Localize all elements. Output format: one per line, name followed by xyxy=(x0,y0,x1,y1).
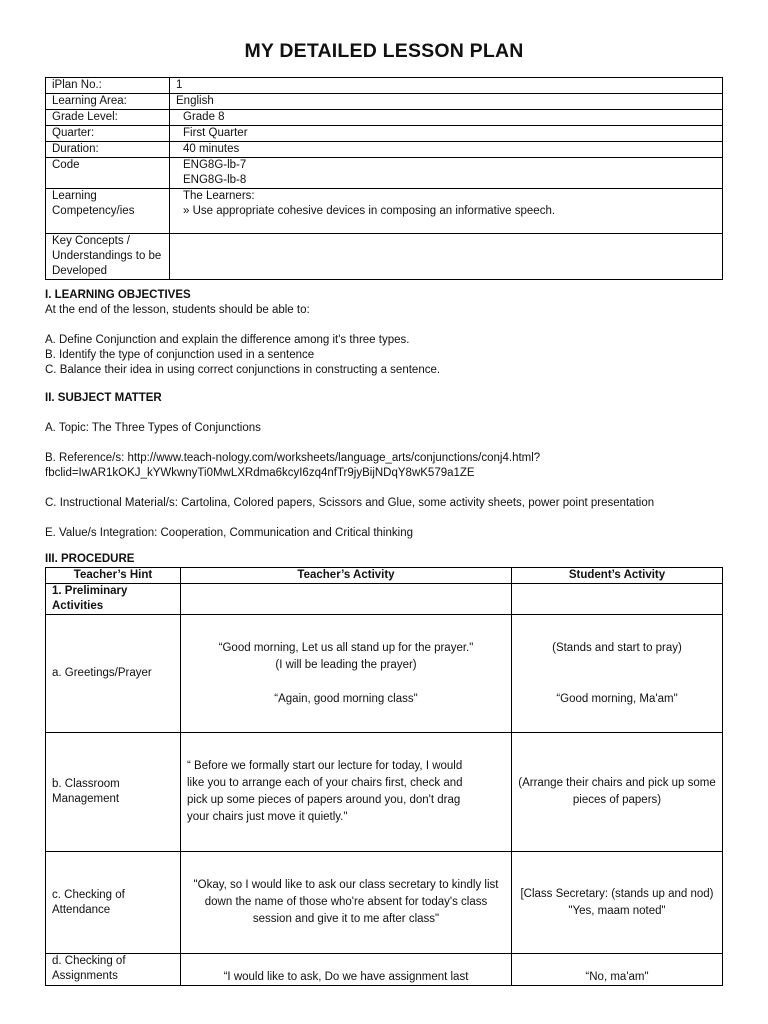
procedure-heading: III. PROCEDURE xyxy=(45,553,135,565)
procedure-row xyxy=(46,954,723,986)
procedure-header-row xyxy=(46,568,723,584)
objective-item: C. Balance their idea in using correct conjunctions in constructing a sentence. xyxy=(45,364,441,376)
info-row xyxy=(46,126,723,142)
student-activity xyxy=(512,615,723,733)
page-title: MY DETAILED LESSON PLAN xyxy=(244,40,524,62)
competency-line: » Use appropriate cohesive devices in composing an informative speech. xyxy=(183,205,556,217)
info-value: 40 minutes xyxy=(170,142,723,158)
student-activity xyxy=(512,852,723,954)
info-row xyxy=(46,189,723,234)
info-label: Grade Level: xyxy=(46,110,170,126)
student-activity xyxy=(512,733,723,852)
info-value: English xyxy=(170,94,723,110)
values-line: E. Value/s Integration: Cooperation, Communication and Critical thinking xyxy=(45,527,413,539)
activity-line: [Class Secretary: (stands up and nod) xyxy=(520,887,714,900)
subject-matter-section xyxy=(45,391,735,541)
section-heading: I. LEARNING OBJECTIVES xyxy=(45,289,191,301)
info-label: Quarter: xyxy=(46,126,170,142)
teacher-activity xyxy=(181,615,512,733)
teacher-activity xyxy=(181,733,512,852)
procedure-table xyxy=(45,567,723,986)
info-value xyxy=(170,158,723,189)
teacher-activity xyxy=(181,584,512,615)
teacher-activity xyxy=(181,954,512,986)
teacher-hint: 1. Preliminary Activities xyxy=(46,584,181,615)
activity-line: (I will be leading the prayer) xyxy=(275,658,417,671)
activity-line: "Yes, maam noted" xyxy=(568,904,666,917)
objectives-section xyxy=(45,288,735,378)
info-value xyxy=(170,189,723,234)
section-heading: II. SUBJECT MATTER xyxy=(45,392,162,404)
teacher-hint: b. Classroom Management xyxy=(46,733,181,852)
activity-line: (Stands and start to pray) xyxy=(552,641,682,654)
teacher-hint: a. Greetings/Prayer xyxy=(46,615,181,733)
activity-text: (Arrange their chairs and pick up some pieces of papers) xyxy=(518,777,716,806)
reference-line: B. Reference/s: http://www.teach-nology.com/worksheets/language_arts/conjunctions/conj4.html? xyxy=(45,452,541,464)
info-row xyxy=(46,158,723,189)
teacher-activity xyxy=(181,852,512,954)
objective-item: A. Define Conjunction and explain the difference among it's three types. xyxy=(45,334,410,346)
info-label: Duration: xyxy=(46,142,170,158)
objective-item: B. Identify the type of conjunction used in a sentence xyxy=(45,349,315,361)
activity-text: “ Before we formally start our lecture for today, I would like you to arrange each of your chairs first, check and pick up some pieces of papers around you, don't drag your chairs just move it quietly." xyxy=(187,760,463,823)
column-header: Teacher’s Hint xyxy=(46,568,181,584)
procedure-row xyxy=(46,733,723,852)
info-row xyxy=(46,110,723,126)
info-value: Grade 8 xyxy=(170,110,723,126)
info-row xyxy=(46,78,723,94)
info-label: Learning Area: xyxy=(46,94,170,110)
procedure-row xyxy=(46,584,723,615)
code-line: ENG8G-lb-7 xyxy=(183,159,247,171)
info-value: 1 xyxy=(170,78,723,94)
info-row xyxy=(46,142,723,158)
procedure-row xyxy=(46,852,723,954)
activity-line: “Good morning, Ma'am" xyxy=(556,692,678,705)
student-activity xyxy=(512,584,723,615)
info-label: iPlan No.: xyxy=(46,78,170,94)
column-header: Teacher’s Activity xyxy=(181,568,512,584)
activity-text: "Okay, so I would like to ask our class secretary to kindly list down the name of those who're absent for today's class session and give it to me after class" xyxy=(193,879,499,925)
activity-line: “I would like to ask, Do we have assignment last xyxy=(223,971,469,983)
lesson-info-table xyxy=(45,77,723,280)
info-label: Key Concepts / Understandings to be Developed xyxy=(46,234,170,280)
procedure-row xyxy=(46,615,723,733)
info-row xyxy=(46,94,723,110)
reference-line: fbclid=IwAR1kOKJ_kYWkwnyTi0MwLXRdma6kcyI6zq4nfTr9jyBijNDqY8wK579a1ZE xyxy=(45,467,475,479)
teacher-hint: d. Checking of Assignments xyxy=(46,954,181,986)
competency-line: The Learners: xyxy=(183,190,255,202)
teacher-hint: c. Checking of Attendance xyxy=(46,852,181,954)
topic-line: A. Topic: The Three Types of Conjunctions xyxy=(45,422,261,434)
info-label: Learning Competency/ies xyxy=(46,189,170,234)
info-value xyxy=(170,234,723,280)
activity-line: “No, ma'am" xyxy=(585,971,649,983)
info-value: First Quarter xyxy=(170,126,723,142)
code-line: ENG8G-lb-8 xyxy=(183,174,247,186)
activity-line: “Good morning, Let us all stand up for the prayer." xyxy=(218,641,474,654)
info-row xyxy=(46,234,723,280)
column-header: Student’s Activity xyxy=(512,568,723,584)
activity-line: “Again, good morning class" xyxy=(274,692,418,705)
info-label: Code xyxy=(46,158,170,189)
student-activity xyxy=(512,954,723,986)
materials-line: C. Instructional Material/s: Cartolina, Colored papers, Scissors and Glue, some activity sheets, power point presentation xyxy=(45,497,655,509)
objectives-intro: At the end of the lesson, students should be able to: xyxy=(45,304,310,316)
